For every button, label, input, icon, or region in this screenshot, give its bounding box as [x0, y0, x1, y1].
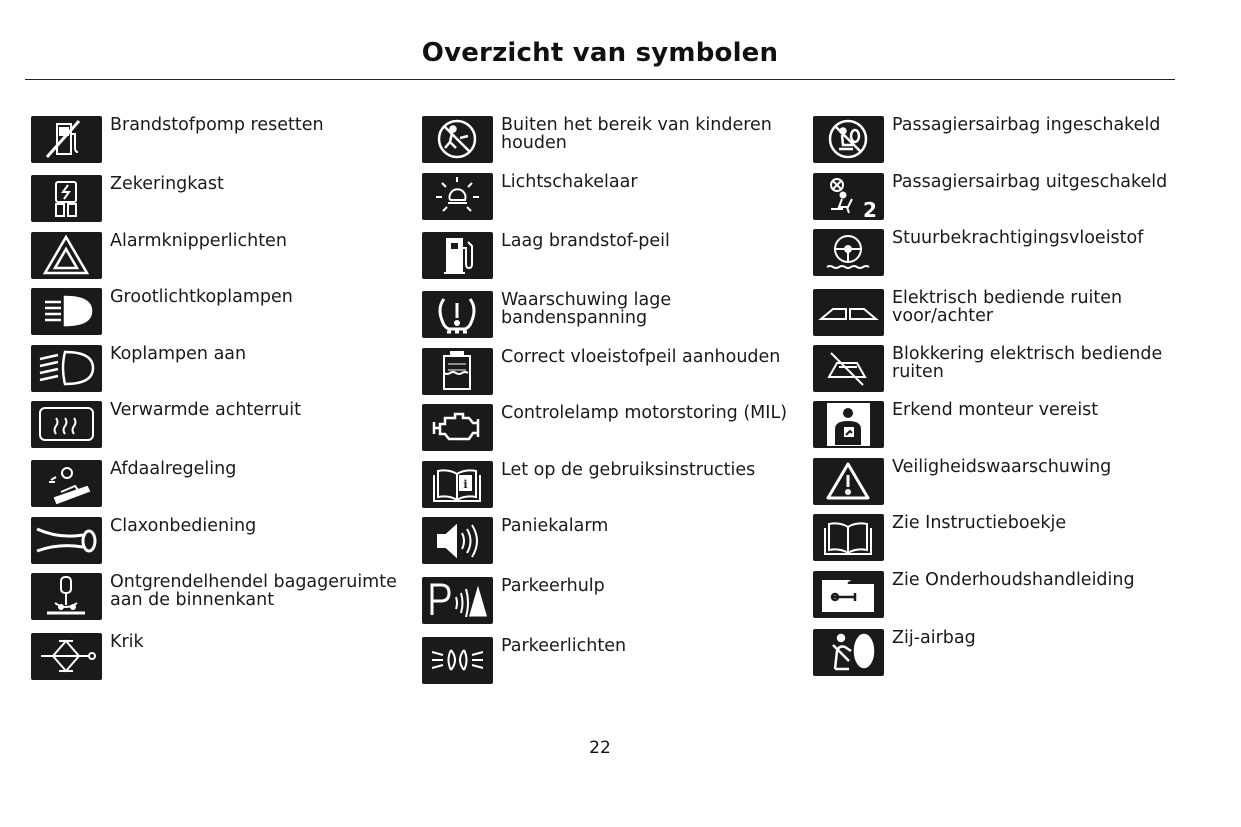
symbol-label: Erkend monteur vereist: [892, 400, 1099, 420]
lighting-switch-icon: [422, 173, 493, 220]
power-steering-fluid-icon: [813, 229, 884, 276]
fluid-level-icon: [422, 348, 493, 395]
symbol-label: Zekeringkast: [110, 174, 224, 194]
symbol-label: Koplampen aan: [110, 344, 247, 364]
symbol-label: Grootlichtkoplampen: [110, 287, 293, 307]
symbol-label: Controlelamp motorstoring (MIL): [501, 403, 788, 423]
symbol-label: Laag brandstof-peil: [501, 231, 670, 251]
symbol-label: Afdaalregeling: [110, 459, 237, 479]
symbol-label: Zie Instructieboekje: [892, 513, 1067, 533]
headlamps-on-icon: [31, 345, 102, 392]
panic-alarm-icon: [422, 517, 493, 564]
symbol-label: Parkeerlichten: [501, 636, 627, 656]
symbol-label: Parkeerhulp: [501, 576, 605, 596]
svg-text:2: 2: [863, 198, 877, 220]
parking-lamps-icon: [422, 637, 493, 684]
symbol-label: Zie Onderhoudshandleiding: [892, 570, 1135, 590]
parking-aid-icon: [422, 577, 493, 624]
symbol-label: Zij-airbag: [892, 628, 976, 648]
owners-manual-icon: [422, 461, 493, 508]
symbol-label: Blokkering elektrisch bediende ruiten: [892, 344, 1163, 382]
hill-descent-control-icon: [31, 460, 102, 507]
symbol-label: Lichtschakelaar: [501, 172, 638, 192]
engine-malfunction-icon: [422, 404, 493, 451]
symbol-label: Ontgrendelhendel bagageruimte aan de binnenkant: [110, 572, 397, 610]
symbol-label: Passagiersairbag ingeschakeld: [892, 115, 1161, 135]
page-number: 22: [589, 738, 611, 758]
interior-trunk-release-icon: [31, 573, 102, 620]
fuse-box-icon: [31, 175, 102, 222]
passenger-airbag-off-icon: [813, 173, 884, 220]
symbol-label: Elektrisch bediende ruiten voor/achter: [892, 288, 1123, 326]
symbol-label: Stuurbekrachtigingsvloeistof: [892, 228, 1144, 248]
high-beam-icon: [31, 288, 102, 335]
symbol-label: Brandstofpomp resetten: [110, 115, 324, 135]
horn-icon: [31, 517, 102, 564]
title-divider: [25, 79, 1175, 80]
service-technician-icon: [813, 401, 884, 448]
symbol-label: Correct vloeistofpeil aanhouden: [501, 347, 781, 367]
passenger-airbag-on-icon: [813, 116, 884, 163]
keep-out-of-reach-of-children-icon: [422, 116, 493, 163]
symbol-label: Veiligheidswaarschuwing: [892, 457, 1112, 477]
power-window-lockout-icon: [813, 345, 884, 392]
hazard-warning-icon: [31, 232, 102, 279]
symbol-label: Passagiersairbag uitgeschakeld: [892, 172, 1168, 192]
see-service-manual-icon: [813, 571, 884, 618]
heated-rear-window-icon: [31, 401, 102, 448]
symbol-label: Buiten het bereik van kinderen houden: [501, 115, 772, 153]
safety-alert-icon: [813, 458, 884, 505]
svg-text:i: i: [463, 478, 468, 491]
symbol-label: Alarmknipperlichten: [110, 231, 287, 251]
low-tire-pressure-icon: [422, 291, 493, 338]
low-fuel-icon: [422, 232, 493, 279]
page-title: Overzicht van symbolen: [421, 38, 779, 68]
fuel-pump-reset-icon: [31, 116, 102, 163]
symbol-label: Claxonbediening: [110, 516, 257, 536]
side-airbag-icon: [813, 629, 884, 676]
symbol-label: Let op de gebruiksinstructies: [501, 460, 756, 480]
symbol-label: Krik: [110, 632, 144, 652]
see-owners-manual-icon: [813, 514, 884, 561]
symbol-label: Waarschuwing lage bandenspanning: [501, 290, 672, 328]
symbol-label: Verwarmde achterruit: [110, 400, 301, 420]
symbol-label: Paniekalarm: [501, 516, 609, 536]
power-windows-icon: [813, 289, 884, 336]
jack-icon: [31, 633, 102, 680]
